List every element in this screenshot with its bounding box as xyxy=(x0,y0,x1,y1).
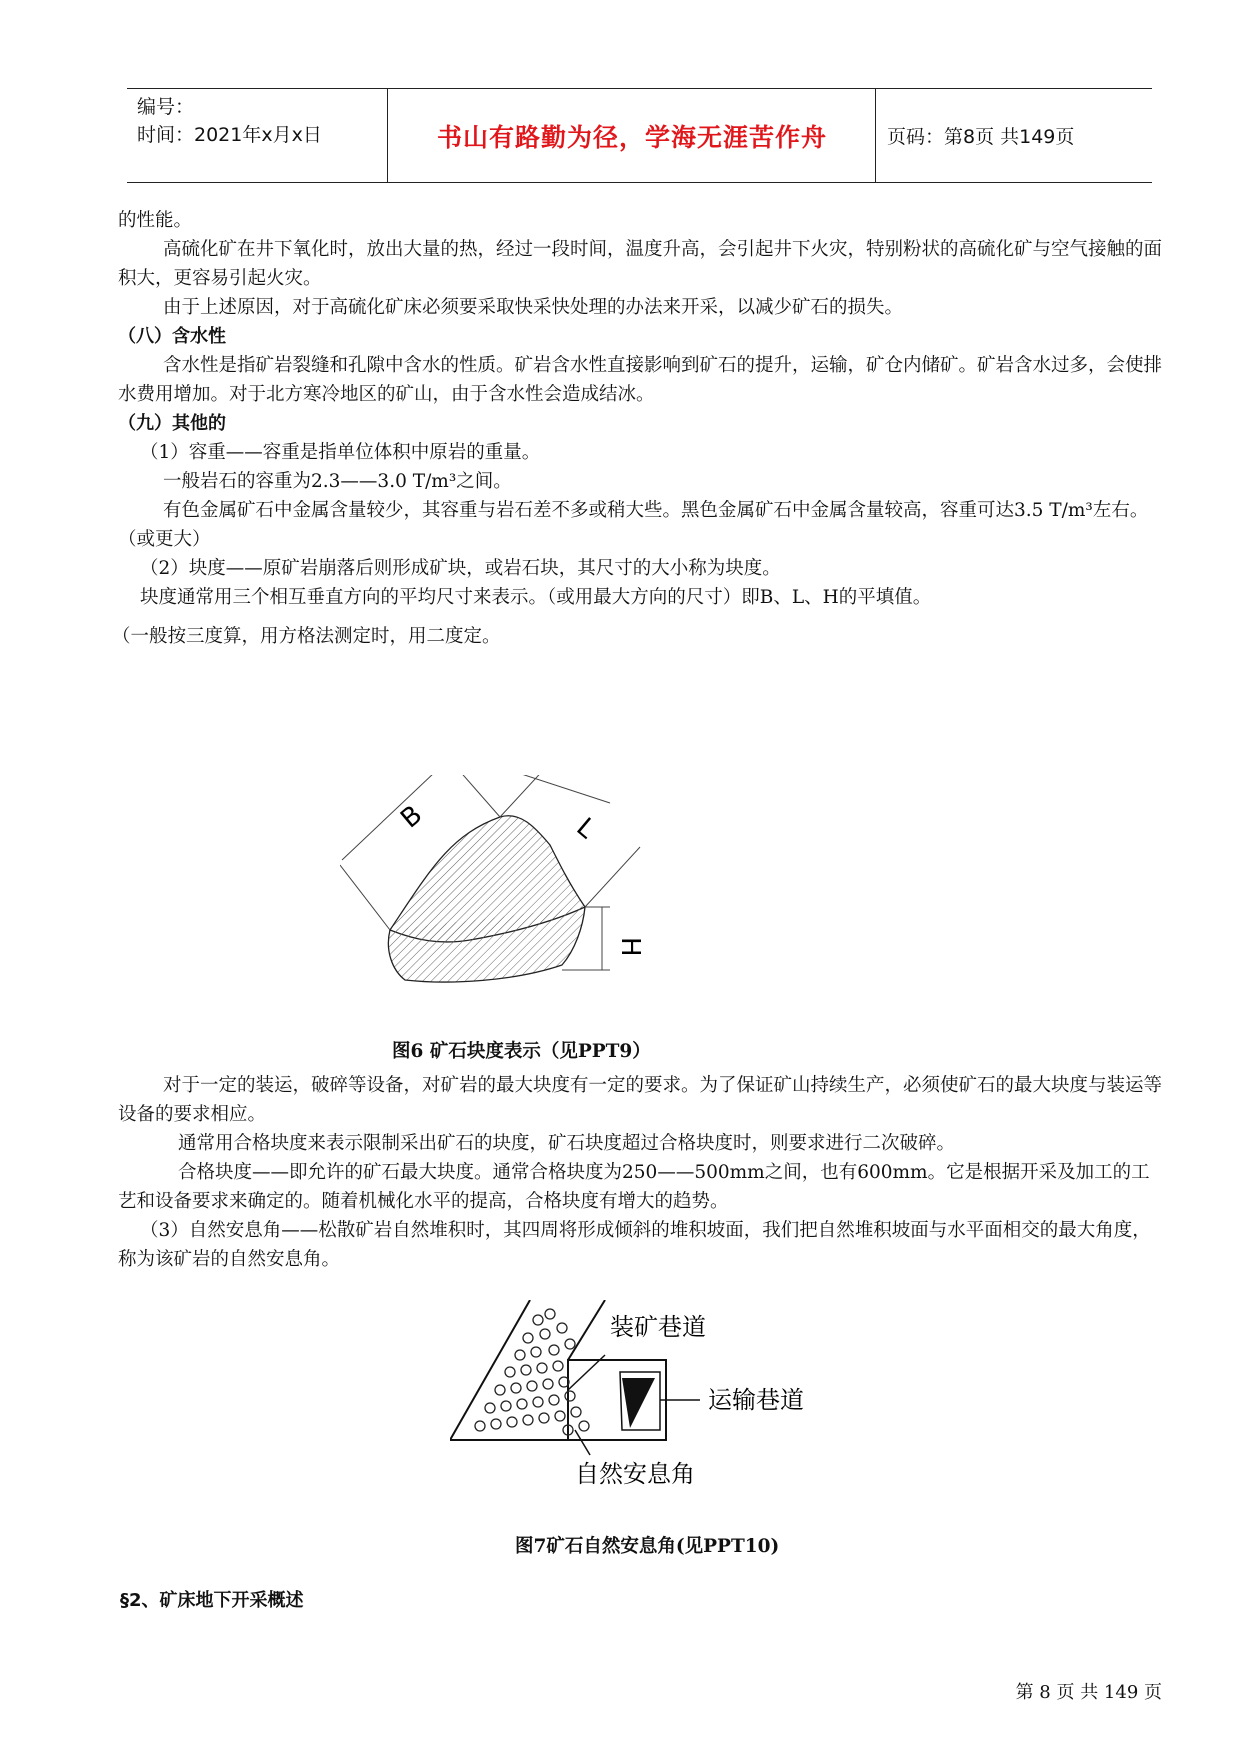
body-text-mid xyxy=(118,1071,1163,1274)
header-meta xyxy=(137,93,392,149)
label-haulage-drift: 运输巷道 xyxy=(708,1386,804,1414)
paragraph: （2）块度——原矿岩崩落后则形成矿块，或岩石块，其尺寸的大小称为块度。 xyxy=(140,558,781,579)
header-page-label: 页码：第8页 共149页 xyxy=(887,126,1075,148)
b-extension-line xyxy=(340,865,390,930)
section-heading: §2、矿床地下开采概述 xyxy=(120,1590,304,1611)
paragraph: 高硫化矿在井下氧化时，放出大量的热，经过一段时间，温度升高，会引起井下火灾，特别粉状的高硫化矿与空气接触的面积大，更容易引起火灾。 xyxy=(118,239,1163,289)
label-leader-line xyxy=(575,1430,590,1455)
paragraph: 对于一定的装运，破碎等设备，对矿岩的最大块度有一定的要求。为了保证矿山持续生产，必须使矿石的最大块度与装运等设备的要求相应。 xyxy=(118,1075,1163,1125)
paragraph: 一般岩石的容重为2.3——3.0 T/m³之间。 xyxy=(163,471,512,492)
l-extension-line xyxy=(500,775,548,817)
page-footer: 第 8 页 共 149 页 xyxy=(1015,1682,1162,1703)
label-repose-angle: 自然安息角 xyxy=(575,1460,695,1488)
paragraph: 合格块度——即允许的矿石最大块度。通常合格块度为250——500mm之间，也有600mm。它是根据开采及加工的工艺和设备要求来确定的。随着机械化水平的提高，合格块度有增大的趋势。 xyxy=(118,1162,1150,1212)
header-number-label: 编号： xyxy=(137,96,195,118)
page-header xyxy=(127,88,1152,183)
label-b: B xyxy=(395,799,429,835)
header-motto: 书山有路勤为径，学海无涯苦作舟 xyxy=(436,122,827,152)
figure-caption: 图7矿石自然安息角(见PPT10) xyxy=(515,1536,780,1557)
paragraph: （3）自然安息角——松散矿岩自然堆积时，其四周将形成倾斜的堆积坡面，我们把自然堆积坡面与水平面相交的最大角度，称为该矿岩的自然安息角。 xyxy=(118,1220,1151,1270)
ore-pile-outline xyxy=(450,1300,570,1440)
header-divider xyxy=(387,89,388,182)
figure-repose-angle-diagram xyxy=(450,1300,900,1510)
paragraph: 由于上述原因，对于高硫化矿床必须要采取快采快处理的办法来开采，以减少矿石的损失。 xyxy=(163,297,904,318)
paragraph: 通常用合格块度来表示限制采出矿石的块度，矿石块度超过合格块度时，则要求进行二次破碎。 xyxy=(178,1133,956,1154)
paragraph: （一般按三度算，用方格法测定时，用二度定。 xyxy=(112,626,501,647)
paragraph: 的性能。 xyxy=(118,210,193,231)
paragraph: 块度通常用三个相互垂直方向的平均尺寸来表示。（或用最大方向的尺寸）即B、L、H的平填值。 xyxy=(140,587,932,608)
paragraph: 有色金属矿石中金属含量较少，其容重与岩石差不多或稍大些。黑色金属矿石中金属含量较高，容重可达3.5 T/m³左右。（或更大） xyxy=(118,500,1149,550)
section-heading: （八）含水性 xyxy=(118,326,226,347)
header-divider xyxy=(875,89,876,182)
b-extension-line xyxy=(450,775,500,817)
figure-ore-block-diagram xyxy=(340,775,700,995)
section-heading: （九）其他的 xyxy=(118,413,226,434)
l-extension-line xyxy=(585,847,640,907)
body-text-top xyxy=(112,206,1163,651)
ore-particles xyxy=(475,1309,589,1435)
header-time-label: 时间：2021年x月x日 xyxy=(137,124,322,146)
paragraph: 含水性是指矿岩裂缝和孔隙中含水的性质。矿岩含水性直接影响到矿石的提升，运输，矿仓内储矿。矿岩含水过多，会使排水费用增加。对于北方寒冷地区的矿山，由于含水性会造成结冰。 xyxy=(118,355,1163,405)
label-loading-drift: 装矿巷道 xyxy=(610,1313,706,1341)
label-h: H xyxy=(615,937,645,957)
figure-caption: 图6 矿石块度表示（见PPT9） xyxy=(392,1041,651,1062)
label-l: L xyxy=(570,812,601,845)
paragraph: （1）容重——容重是指单位体积中原岩的重量。 xyxy=(140,442,541,463)
ore-pass-wall xyxy=(568,1300,605,1360)
